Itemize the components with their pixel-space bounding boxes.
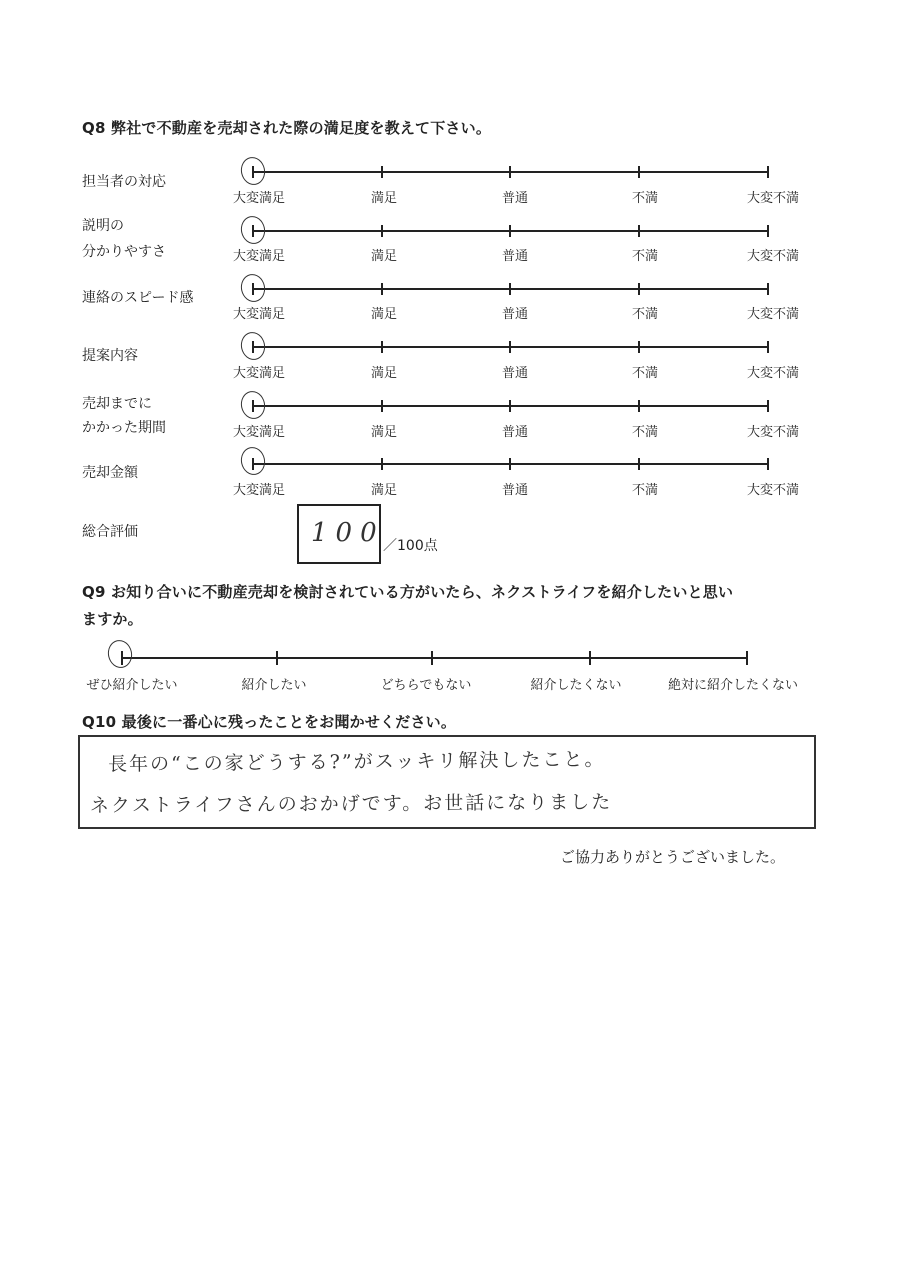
- tick[interactable]: [767, 458, 769, 470]
- scale-line: [253, 346, 769, 348]
- scale-label: 不満: [631, 191, 659, 206]
- scale-line: [253, 288, 769, 290]
- scale-label: 大変満足: [232, 425, 286, 440]
- tick[interactable]: [381, 166, 383, 178]
- scale-label: 大変満足: [232, 249, 286, 264]
- tick[interactable]: [638, 458, 640, 470]
- tick[interactable]: [509, 341, 511, 353]
- thanks-message: ご協力ありがとうございました。: [560, 848, 786, 866]
- overall-label: 総合評価: [82, 524, 138, 540]
- scale-label: 満足: [370, 425, 398, 440]
- scale-label: 大変不満: [746, 425, 800, 440]
- scale-label: 大変満足: [232, 191, 286, 206]
- scale-label: 不満: [631, 307, 659, 322]
- scale-label: 普通: [501, 249, 529, 264]
- scale-label: 普通: [501, 366, 529, 381]
- q9-title-line1: Q9 お知り合いに不動産売却を検討されている方がいたら、ネクストライフを紹介したいと思い: [82, 583, 734, 601]
- tick[interactable]: [381, 400, 383, 412]
- scale-label: 不満: [631, 483, 659, 498]
- q9-title-line2: ますか。: [82, 610, 143, 628]
- selection-circle: [238, 155, 267, 187]
- scale-label: 満足: [370, 249, 398, 264]
- tick[interactable]: [767, 166, 769, 178]
- scale-line: [253, 230, 769, 232]
- scale-label: 大変不満: [746, 483, 800, 498]
- selection-circle: [238, 445, 267, 477]
- scale-label: 紹介したい: [241, 678, 307, 693]
- tick[interactable]: [509, 166, 511, 178]
- selection-circle: [105, 638, 134, 670]
- scale-label: 不満: [631, 366, 659, 381]
- scale-label: 普通: [501, 425, 529, 440]
- handwritten-answer-line2: ネクストライフさんのおかげです。お世話になりました: [89, 791, 613, 817]
- scale-line: [253, 171, 769, 173]
- scale-label: 満足: [370, 483, 398, 498]
- scale-label: 大変満足: [232, 366, 286, 381]
- tick[interactable]: [509, 225, 511, 237]
- row-label-line: 売却金額: [82, 465, 138, 481]
- scale-label: 満足: [370, 366, 398, 381]
- tick[interactable]: [509, 283, 511, 295]
- scale-label: 満足: [370, 307, 398, 322]
- tick[interactable]: [638, 166, 640, 178]
- scale-label: 大変不満: [746, 307, 800, 322]
- scale-label: 紹介したくない: [530, 678, 622, 693]
- tick[interactable]: [767, 341, 769, 353]
- selection-circle: [238, 214, 267, 246]
- tick[interactable]: [638, 225, 640, 237]
- tick[interactable]: [276, 651, 278, 665]
- scale-label: 大変満足: [232, 483, 286, 498]
- tick[interactable]: [767, 283, 769, 295]
- tick[interactable]: [589, 651, 591, 665]
- tick[interactable]: [638, 283, 640, 295]
- scale-line: [122, 657, 748, 659]
- scale-line: [253, 405, 769, 407]
- score-box[interactable]: [297, 504, 385, 564]
- scale-label: 普通: [501, 191, 529, 206]
- score-suffix: ／100点: [383, 538, 438, 554]
- row-label-line: かかった期間: [82, 420, 166, 436]
- tick[interactable]: [381, 341, 383, 353]
- selection-circle: [238, 330, 267, 362]
- tick[interactable]: [381, 458, 383, 470]
- tick[interactable]: [509, 400, 511, 412]
- tick[interactable]: [638, 400, 640, 412]
- scale-label: 普通: [501, 483, 529, 498]
- handwritten-answer-line1: 長年の“この家どうする?”がスッキリ解決したこと。: [107, 748, 606, 776]
- scale-label: 大変満足: [232, 307, 286, 322]
- scale-label: 不満: [631, 249, 659, 264]
- scale-label: 絶対に紹介したくない: [667, 678, 799, 693]
- scale-label: ぜひ紹介したい: [86, 678, 178, 693]
- row-label-line: 売却までに: [82, 396, 152, 412]
- tick[interactable]: [638, 341, 640, 353]
- scale-label: 普通: [501, 307, 529, 322]
- row-label-line: 連絡のスピード感: [82, 290, 194, 306]
- scale-label: 大変不満: [746, 249, 800, 264]
- tick[interactable]: [767, 225, 769, 237]
- q8-title: Q8 弊社で不動産を売却された際の満足度を教えて下さい。: [82, 119, 492, 137]
- row-label-line: 分かりやすさ: [82, 244, 166, 260]
- scale-label: どちらでもない: [380, 678, 472, 693]
- tick[interactable]: [381, 225, 383, 237]
- comment-box[interactable]: [78, 735, 816, 829]
- row-label-line: 提案内容: [82, 348, 138, 364]
- score-value: 100: [311, 518, 385, 548]
- scale-line: [253, 463, 769, 465]
- selection-circle: [238, 272, 267, 304]
- tick[interactable]: [746, 651, 748, 665]
- scale-label: 満足: [370, 191, 398, 206]
- scale-label: 不満: [631, 425, 659, 440]
- selection-circle: [238, 389, 267, 421]
- scale-label: 大変不満: [746, 191, 800, 206]
- row-label-line: 説明の: [82, 218, 124, 234]
- tick[interactable]: [431, 651, 433, 665]
- tick[interactable]: [509, 458, 511, 470]
- tick[interactable]: [381, 283, 383, 295]
- scale-label: 大変不満: [746, 366, 800, 381]
- q10-title: Q10 最後に一番心に残ったことをお聞かせください。: [82, 713, 457, 731]
- tick[interactable]: [767, 400, 769, 412]
- row-label-line: 担当者の対応: [82, 174, 166, 190]
